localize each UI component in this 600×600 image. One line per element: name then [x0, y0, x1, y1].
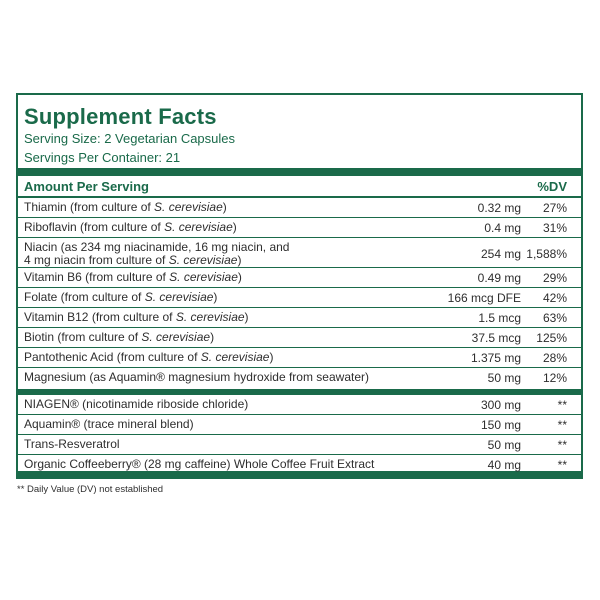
- table-row: [18, 328, 581, 348]
- amount-value: 40 mg: [487, 458, 521, 472]
- dv-value: 12%: [542, 371, 567, 385]
- amount-value: 50 mg: [487, 371, 521, 385]
- amount-value: 300 mg: [480, 398, 521, 412]
- table-row: [18, 435, 581, 455]
- table-row: [18, 415, 581, 435]
- nutrient-name: Pantothenic Acid (from culture of S. cerevisiae): [24, 350, 274, 364]
- amount-per-serving-header: Amount Per Serving: [24, 179, 149, 194]
- amount-value: 37.5 mcg: [471, 331, 521, 345]
- amount-value: 1.375 mg: [470, 351, 521, 365]
- amount-value: 1.5 mcg: [478, 311, 521, 325]
- table-row: [18, 308, 581, 328]
- supplement-facts-panel: [16, 93, 583, 479]
- dv-value: 28%: [542, 351, 567, 365]
- top-divider-bar: [18, 168, 581, 176]
- dv-value: **: [557, 418, 567, 432]
- dv-value: 31%: [542, 221, 567, 235]
- nutrient-name: Organic Coffeeberry® (28 mg caffeine) Whole Coffee Fruit Extract: [24, 457, 375, 471]
- table-header: [18, 176, 581, 198]
- nutrient-name: Vitamin B12 (from culture of S. cerevisiae): [24, 310, 249, 324]
- table-row: [18, 455, 581, 475]
- amount-value: 50 mg: [487, 438, 521, 452]
- nutrient-name: Aquamin® (trace mineral blend): [24, 417, 194, 431]
- table-row: [18, 238, 581, 268]
- table-row: [18, 348, 581, 368]
- nutrient-name: Thiamin (from culture of S. cerevisiae): [24, 200, 227, 214]
- dv-header: %DV: [537, 179, 567, 194]
- nutrient-name: Niacin (as 234 mg niacinamide, 16 mg niacin, and 4 mg niacin from culture of S. cerevisiae): [24, 240, 290, 267]
- amount-value: 254 mg: [480, 247, 521, 261]
- dv-value: 29%: [542, 271, 567, 285]
- nutrient-name: Vitamin B6 (from culture of S. cerevisiae): [24, 270, 242, 284]
- dv-value: **: [557, 438, 567, 452]
- dv-value: 27%: [542, 201, 567, 215]
- amount-value: 0.32 mg: [477, 201, 521, 215]
- table-row: [18, 395, 581, 415]
- nutrient-name: NIAGEN® (nicotinamide riboside chloride): [24, 397, 249, 411]
- table-row: [18, 218, 581, 238]
- servings-per-container: Servings Per Container: 21: [24, 150, 181, 165]
- table-row: [18, 368, 581, 390]
- dv-value: 1,588%: [526, 247, 567, 261]
- nutrient-name: Biotin (from culture of S. cerevisiae): [24, 330, 215, 344]
- table-row: [18, 288, 581, 308]
- nutrient-name: Folate (from culture of S. cerevisiae): [24, 290, 218, 304]
- serving-size: Serving Size: 2 Vegetarian Capsules: [24, 131, 236, 146]
- dv-value: 63%: [542, 311, 567, 325]
- nutrient-name: Trans-Resveratrol: [24, 437, 120, 451]
- amount-value: 166 mcg DFE: [447, 291, 521, 305]
- dv-value: 42%: [542, 291, 567, 305]
- dv-value: **: [557, 458, 567, 472]
- nutrient-name: Riboflavin (from culture of S. cerevisiae): [24, 220, 237, 234]
- footnote: ** Daily Value (DV) not established: [17, 484, 164, 495]
- panel-title: Supplement Facts: [24, 104, 217, 129]
- nutrient-name: Magnesium (as Aquamin® magnesium hydroxide from seawater): [24, 370, 369, 384]
- dv-value: 125%: [536, 331, 567, 345]
- amount-value: 150 mg: [480, 418, 521, 432]
- amount-value: 0.49 mg: [477, 271, 521, 285]
- table-row: [18, 268, 581, 288]
- amount-value: 0.4 mg: [484, 221, 521, 235]
- dv-value: **: [557, 398, 567, 412]
- table-row: [18, 198, 581, 218]
